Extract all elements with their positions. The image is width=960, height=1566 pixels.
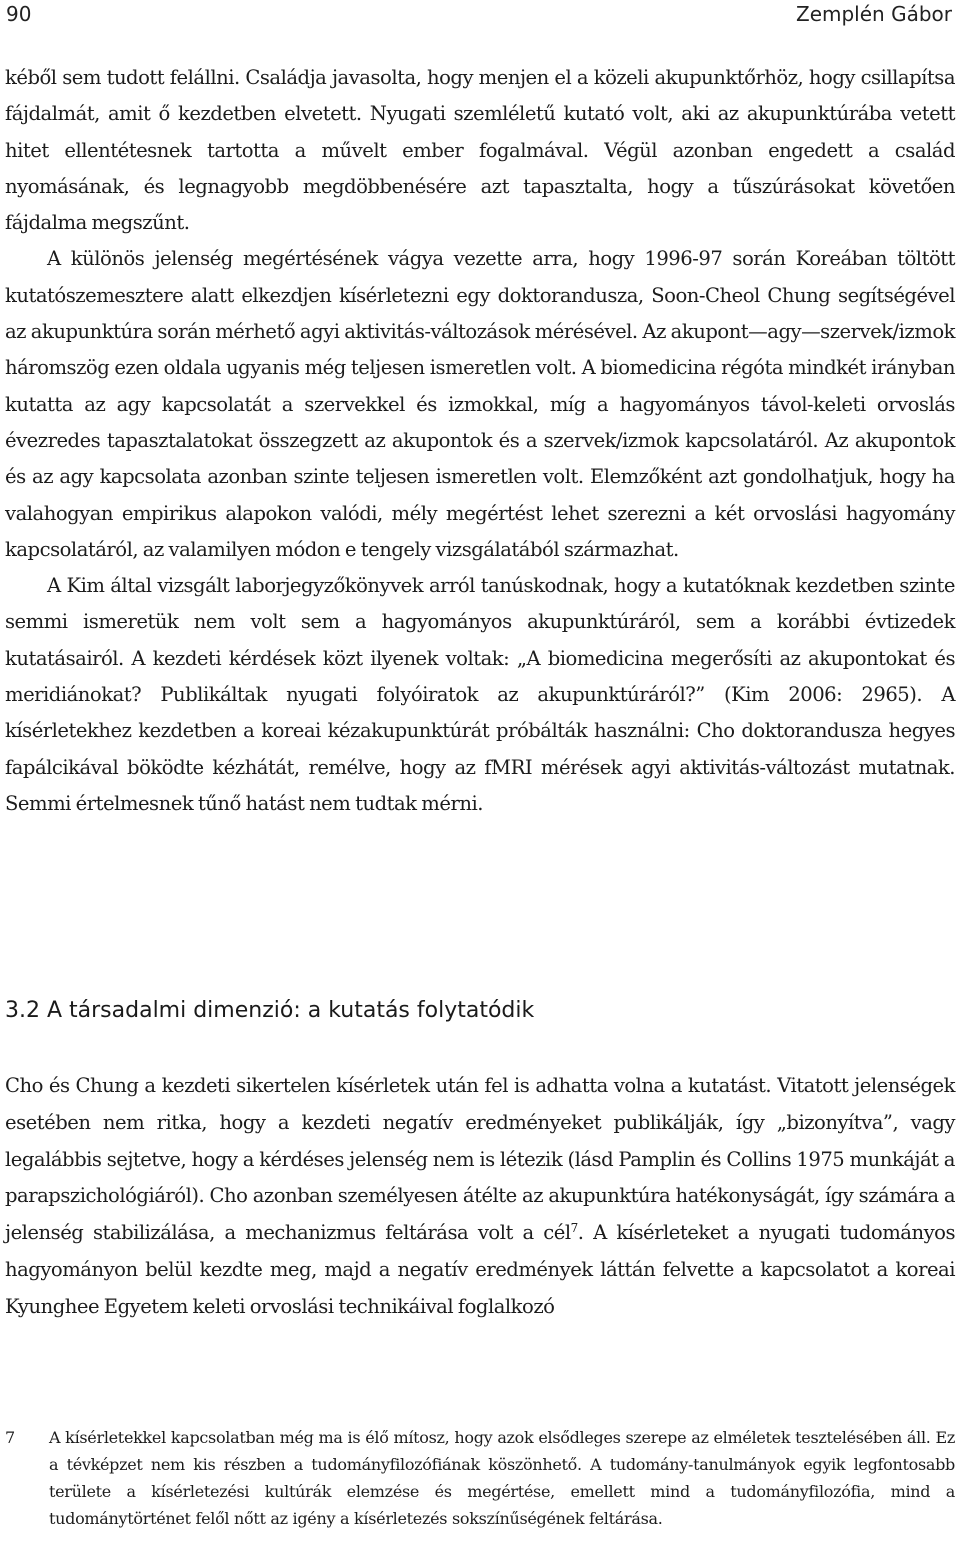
page-number: 90 bbox=[6, 2, 32, 26]
footnote bbox=[5, 1424, 955, 1532]
footnote-number: 7 bbox=[5, 1428, 15, 1447]
section-heading: 3.2 A társadalmi dimenzió: a kutatás folytatódik bbox=[5, 998, 535, 1023]
paragraph-3: A Kim által vizsgált laborjegyzőkönyvek arról tanúskodnak, hogy a kutatóknak kezdetben szinte semmi ismeretük nem volt sem a hagyományos akupunktúráról, sem a korábbi évtizedek kutatásairól. A kezdeti kérdések közt ilyenek voltak: „A biomedicina megerősíti az akupontokat és meridiánokat? Publikáltak nyugati folyóiratok az akupunktúráról?” (Kim 2006: 2965). A kísérletekhez kezdetben a koreai kézakupunktúrát próbálták használni: Cho doktorandusza hegyes fapálcikával böködte kézhátát, remélve, hogy az fMRI mérések agyi aktivitás-változást mutatnak. Semmi értelmesnek tűnő hatást nem tudtak mérni. bbox=[5, 574, 955, 815]
paragraph-1: kéből sem tudott felállni. Családja javasolta, hogy menjen el a közeli akupunktőrhöz, hogy csillapítsa fájdalmát, amit ő kezdetben elvetett. Nyugati szemléletű kutató volt, aki az akupunktúrába vetett hitet ellentétesnek tartotta a művelt ember fogalmával. Végül azonban engedett a család nyomásának, és legnagyobb megdöbbenésére azt tapasztalta, hogy a tűszúrásokat követően fájdalma megszűnt. bbox=[5, 66, 955, 235]
footnote-reference[interactable]: 7 bbox=[570, 1221, 578, 1236]
section-text bbox=[5, 1068, 955, 1326]
section-paragraph-text-a: Cho és Chung a kezdeti sikertelen kísérletek után fel is adhatta volna a kutatást. Vitatott jelenségek esetében nem ritka, hogy a kezdeti negatív eredményeket publikálják, így „bizonyítva”, vagy legalábbis sejtetve, hogy a kérdéses jelenség nem is létezik (lásd Pamplin és Collins 1975 munkáját a parapszichológiáról). Cho azonban személyesen átélte az akupunktúra hatékonyságát, így számára a jelenség stabilizálása, a mechanizmus feltárása volt a cél bbox=[5, 1074, 955, 1245]
section-paragraph-1 bbox=[5, 1068, 955, 1326]
footnote-text: A kísérletekkel kapcsolatban még ma is élő mítosz, hogy azok elsődleges szerepe az elméletek tesztelésében áll. Ez a tévképzet nem kis részben a tudományfilozófiának köszönhető. A tudomány-tanulmányok egyik legfontosabb területe a kísérletezési kultúrák elemzése és megértése, emellett mind a tudományfilozófia, mind a tudománytörténet felől nőtt az igény a kísérletezés sokszínűségének feltárása. bbox=[49, 1428, 955, 1528]
paragraph-2: A különös jelenség megértésének vágya vezette arra, hogy 1996-97 során Koreában töltött kutatószemesztere alatt elkezdjen kísérletezni egy doktorandusza, Soon-Cheol Chung segítségével az akupunktúra során mérhető agyi aktivitás-változások mérésével. Az akupont—agy—szervek/izmok háromszög ezen oldala ugyanis még teljesen ismeretlen volt. A biomedicina régóta mindkét irányban kutatta az agy kapcsolatát a szervekkel és izmokkal, míg a hagyományos távol-keleti orvoslás évezredes tapasztalatokat összegzett az akupontok és a szervek/izmok kapcsolatáról. Az akupontok és az agy kapcsolata azonban szinte teljesen ismeretlen volt. Elemzőként azt gondolhatjuk, hogy ha valahogyan empirikus alapokon valódi, mély megértést lehet szerezni a két orvoslási hagyomány kapcsolatáról, az valamilyen módon e tengely vizsgálatából származhat. bbox=[5, 247, 955, 561]
section-paragraph-text-b: . A kísérleteket a nyugati tudományos hagyományon belül kezdte meg, majd a negatív eredmények láttán felvette a kapcsolatot a koreai Kyunghee Egyetem keleti orvoslási technikáival foglalkozó bbox=[5, 1221, 955, 1318]
main-text bbox=[5, 60, 955, 822]
running-header bbox=[6, 2, 952, 32]
running-head-author: Zemplén Gábor bbox=[796, 2, 952, 26]
